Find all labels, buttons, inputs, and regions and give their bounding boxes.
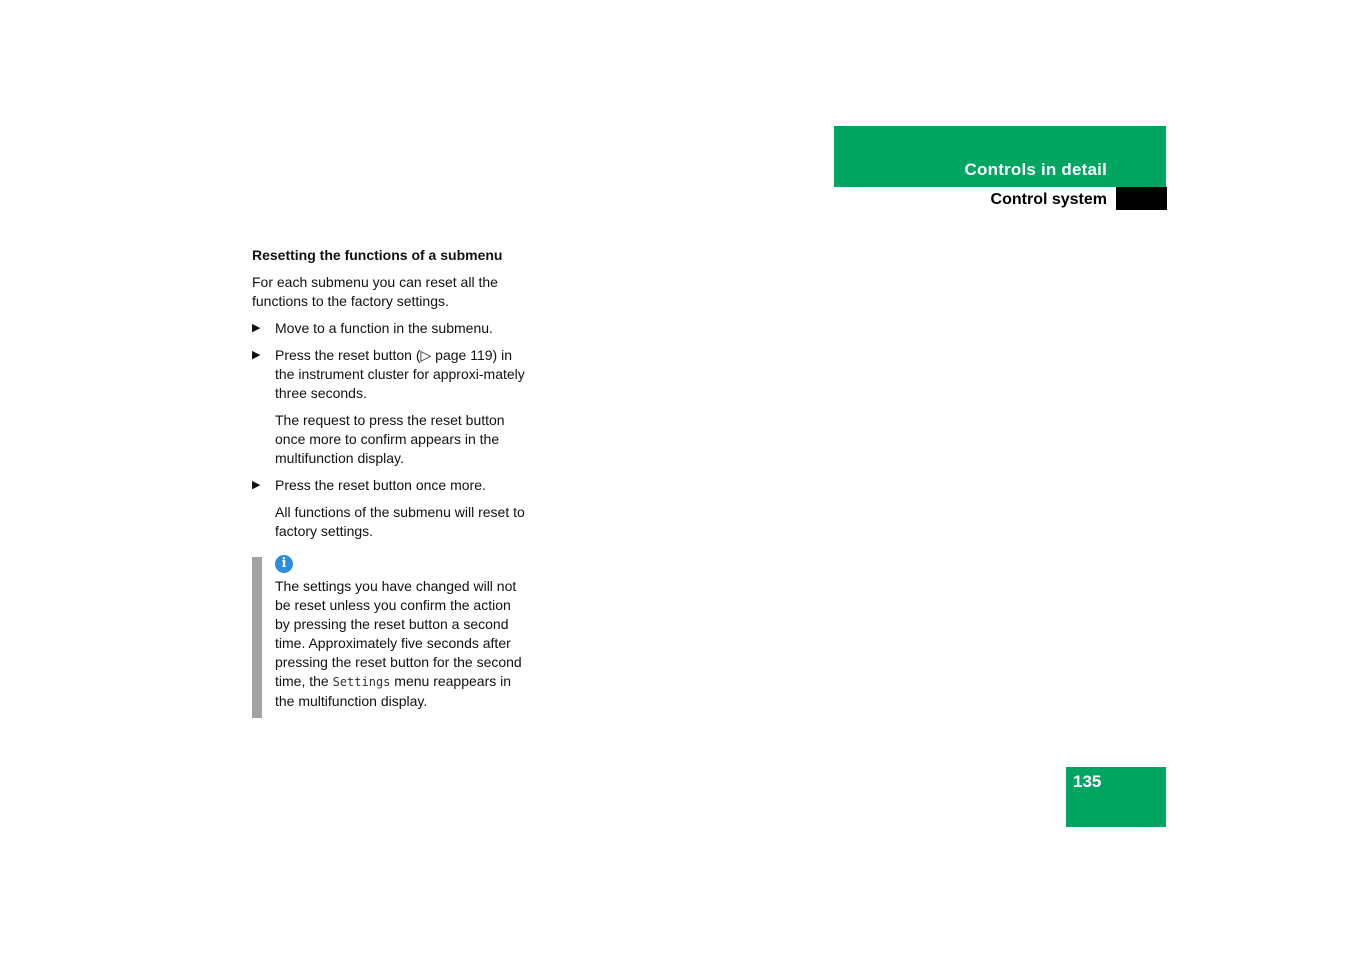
step-item: [252, 346, 527, 403]
section-title: Controls in detail: [964, 160, 1107, 179]
bullet-arrow-icon: ▶: [252, 479, 261, 491]
bullet-arrow-icon: ▶: [252, 322, 261, 334]
main-content: [252, 246, 527, 711]
content-heading: Resetting the functions of a submenu: [252, 247, 503, 263]
display-term: Settings: [332, 675, 391, 689]
intro-paragraph: For each submenu you can reset all the functions to the factory settings.: [252, 274, 498, 309]
step-text: Press the reset button (▷ page 119) in the instrument cluster for approxi-mately three seconds.: [275, 347, 525, 401]
step-text: Move to a function in the submenu.: [275, 320, 493, 336]
section-tab-marker: [1116, 187, 1167, 210]
info-note: [252, 553, 527, 711]
step-item: [252, 476, 527, 495]
step-result: The request to press the reset button once more to confirm appears in the multifunction display.: [275, 412, 505, 466]
subsection-title: Control system: [990, 191, 1107, 208]
step-item: [252, 319, 527, 338]
note-sidebar: [252, 557, 262, 718]
step-result: All functions of the submenu will reset to factory settings.: [275, 504, 525, 539]
info-icon: i: [275, 555, 293, 573]
bullet-arrow-icon: ▶: [252, 349, 261, 361]
note-text: The settings you have changed will not be reset unless you confirm the action by pressing the reset button a second time. Approximately five seconds after pressing the reset button for the second time, the Settings menu reappears in the multifunction display.: [275, 578, 522, 709]
step-text: Press the reset button once more.: [275, 477, 486, 493]
page-number: 135: [1073, 772, 1102, 791]
